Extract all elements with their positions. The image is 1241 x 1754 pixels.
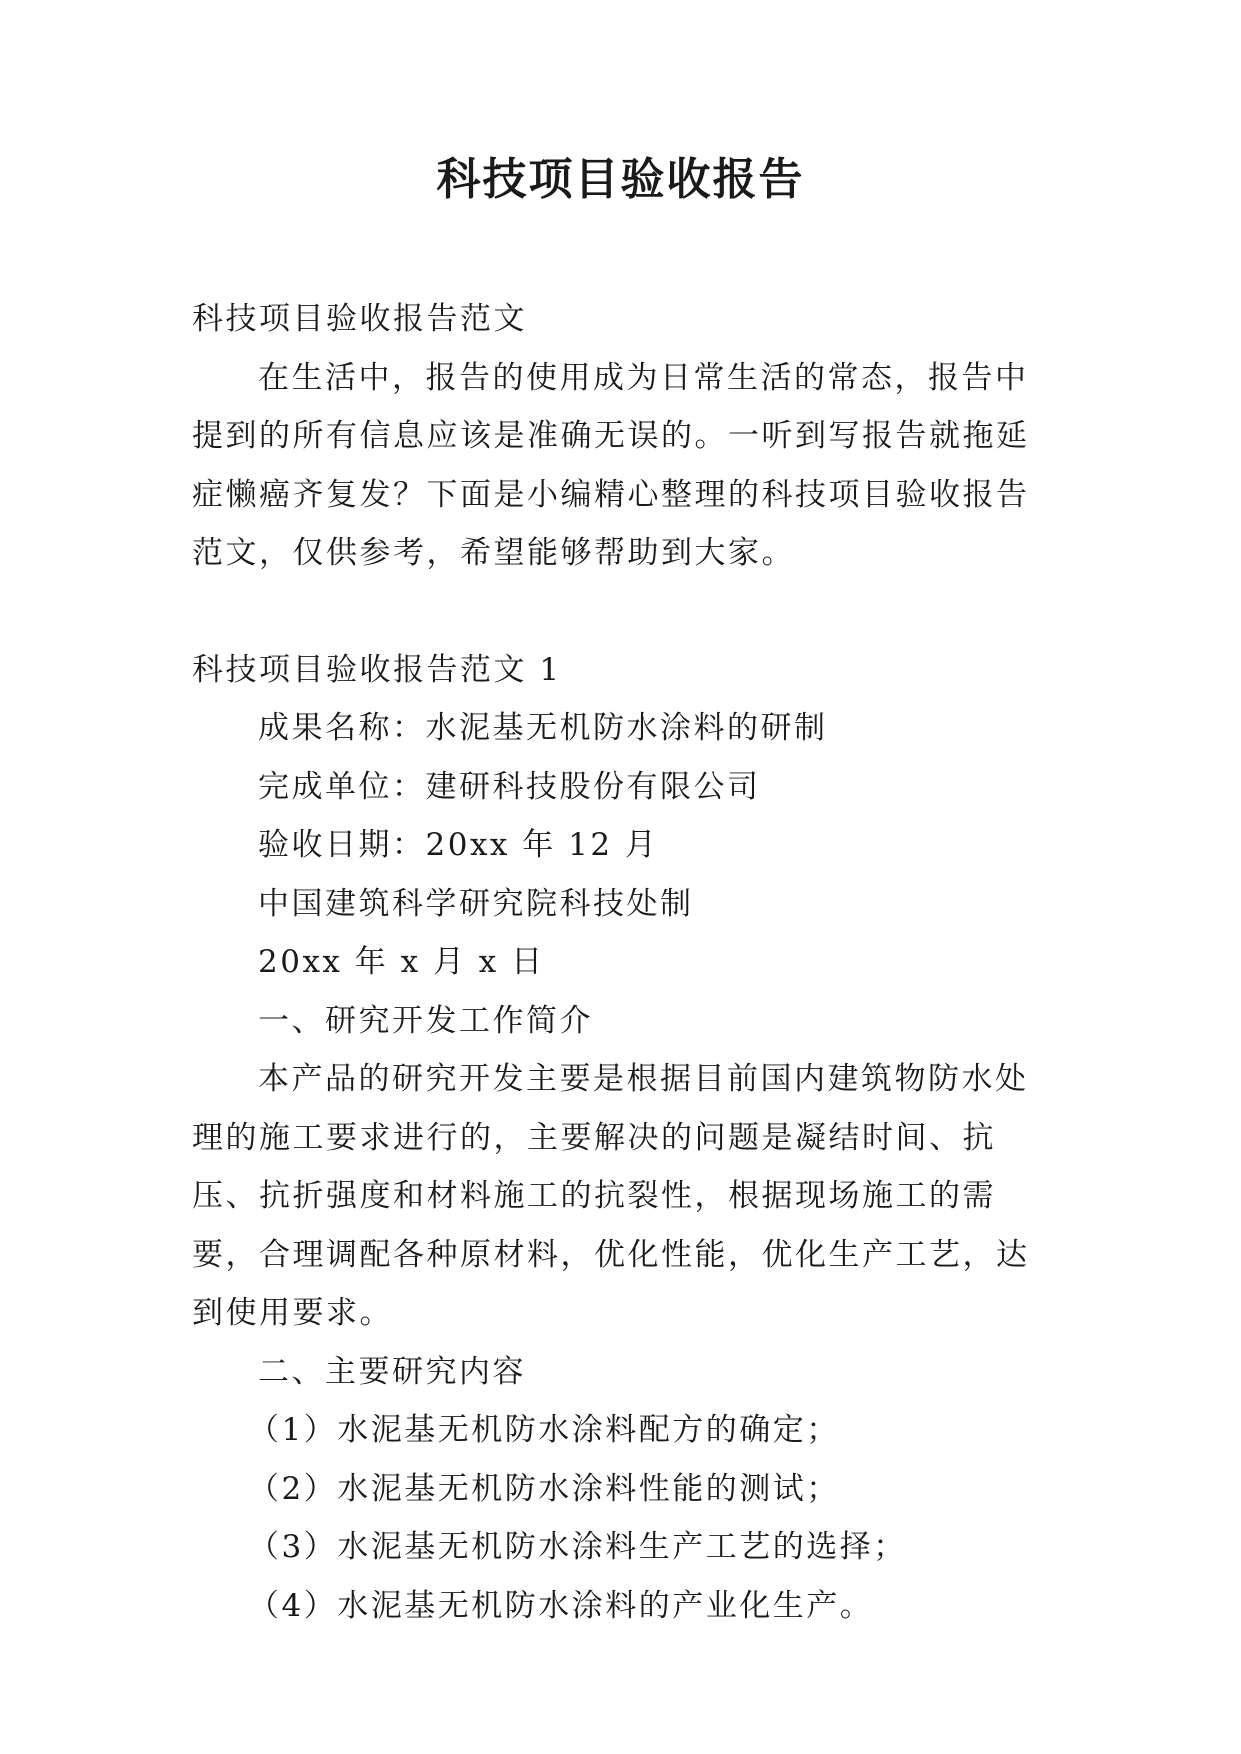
section-heading: 科技项目验收报告范文 1 (192, 651, 562, 688)
intro-paragraph: 在生活中，报告的使用成为日常生活的常态，报告中提到的所有信息应该是准确无误的。一听到写报告就拖延症懒癌齐复发？下面是小编精心整理的科技项目验收报告范文，仅供参考，希望能够帮助到大家。 (192, 359, 1030, 571)
research-item: （4）水泥基无机防水涂料的产业化生产。 (248, 1587, 874, 1624)
research-item: （1）水泥基无机防水涂料配方的确定； (248, 1412, 840, 1448)
issue-date: 20xx 年 x 月 x 日 (258, 944, 545, 980)
part1-paragraph: 本产品的研究开发主要是根据目前国内建筑物防水处理的施工要求进行的，主要解决的问题是凝结时间、抗压、抗折强度和材料施工的抗裂性，根据现场施工的需要，合理调配各种原材料，优化性能，优化生产工艺，达到使用要求。 (192, 1061, 1030, 1331)
research-item: （2）水泥基无机防水涂料性能的测试； (248, 1470, 840, 1507)
document-title: 科技项目验收报告 (436, 154, 805, 205)
part2-heading: 二、主要研究内容 (258, 1353, 526, 1390)
achievement-name: 成果名称：水泥基无机防水涂料的研制 (258, 710, 828, 746)
research-item: （3）水泥基无机防水涂料生产工艺的选择； (248, 1529, 907, 1565)
completion-unit: 完成单位：建研科技股份有限公司 (258, 768, 761, 805)
issuer: 中国建筑科学研究院科技处制 (258, 885, 694, 922)
intro-heading: 科技项目验收报告范文 (192, 301, 527, 337)
acceptance-date: 验收日期：20xx 年 12 月 (258, 827, 659, 863)
paragraph-gap (192, 583, 1052, 641)
document-body (192, 290, 1052, 1635)
part1-heading: 一、研究开发工作简介 (258, 1002, 593, 1039)
